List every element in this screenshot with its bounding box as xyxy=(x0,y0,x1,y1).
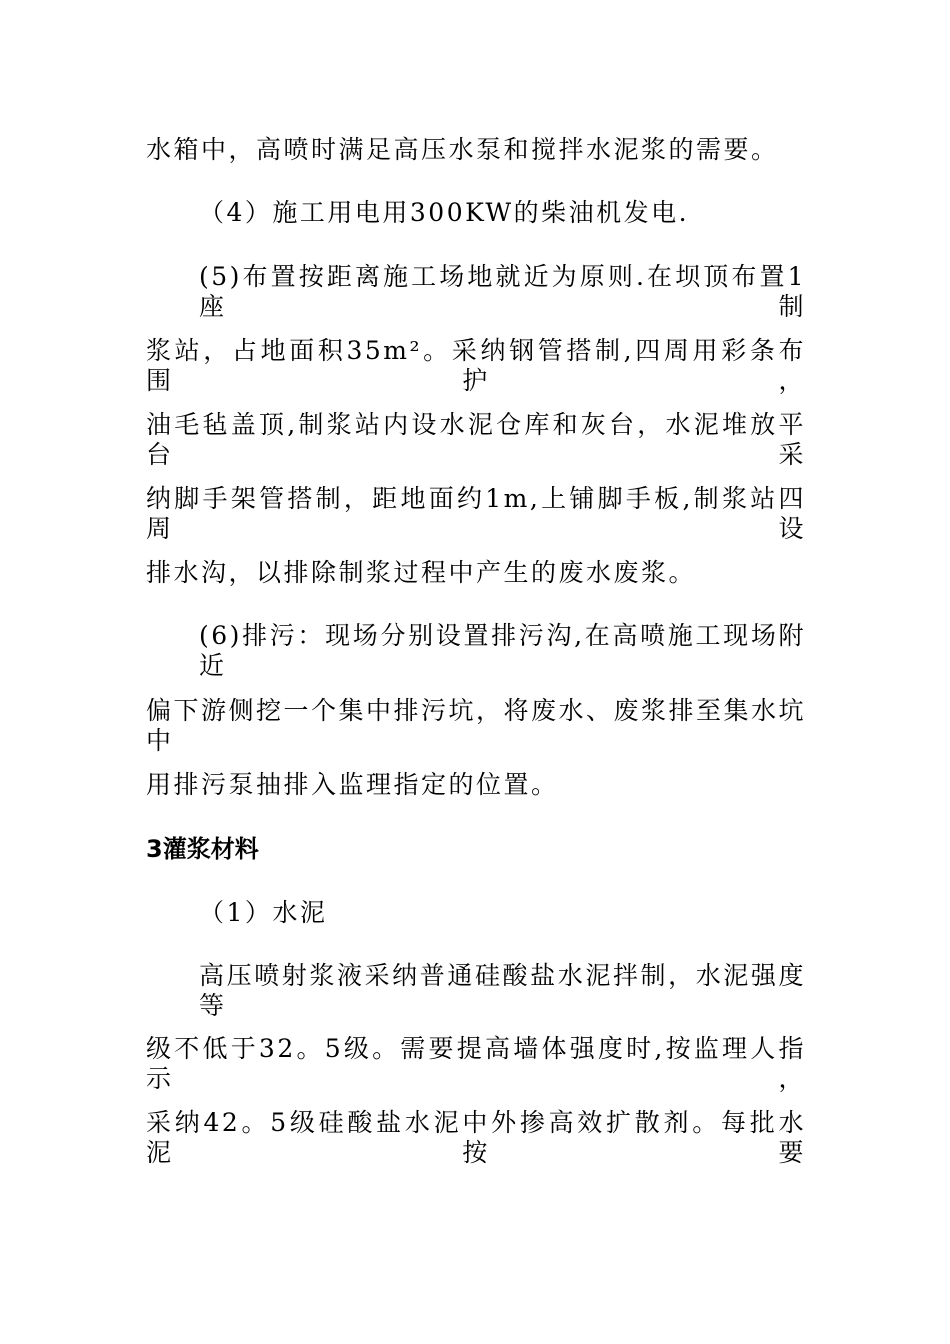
paragraph-drainage-line: 用排污泵抽排入监理指定的位置。 xyxy=(146,770,559,799)
paragraph-cement-line: 采纳42。5级硅酸盐水泥中外掺高效扩散剂。每批水泥按要 xyxy=(146,1108,806,1167)
paragraph-cement-line: 级不低于32。5级。需要提高墙体强度时,按监理人指示， xyxy=(146,1034,806,1093)
paragraph-drainage-line: 偏下游侧挖一个集中排污坑，将废水、废浆排至集水坑中 xyxy=(146,696,807,755)
paragraph-cement-line: 高压喷射浆液采纳普通硅酸盐水泥拌制，水泥强度等 xyxy=(199,961,806,1020)
section-heading: 3灌浆材料 xyxy=(146,835,259,863)
subsection-title: （1）水泥 xyxy=(199,898,328,927)
paragraph-power-supply: （4）施工用电用300KW的柴油机发电. xyxy=(199,198,690,227)
paragraph-layout-line: 排水沟，以排除制浆过程中产生的废水废浆。 xyxy=(146,558,697,587)
paragraph-line: 水箱中，高喷时满足高压水泵和搅拌水泥浆的需要。 xyxy=(146,135,779,164)
paragraph-layout-line: (5)布置按距离施工场地就近为原则.在坝顶布置1座制 xyxy=(199,262,806,321)
paragraph-layout-line: 纳脚手架管搭制，距地面约1m,上铺脚手板,制浆站四周设 xyxy=(146,484,806,543)
paragraph-layout-line: 油毛毡盖顶,制浆站内设水泥仓库和灰台，水泥堆放平台采 xyxy=(146,410,806,469)
paragraph-layout-line: 浆站，占地面积35m²。采纳钢管搭制,四周用彩条布围护， xyxy=(146,336,806,395)
paragraph-drainage-line: (6)排污：现场分别设置排污沟,在高喷施工现场附近 xyxy=(199,621,806,680)
